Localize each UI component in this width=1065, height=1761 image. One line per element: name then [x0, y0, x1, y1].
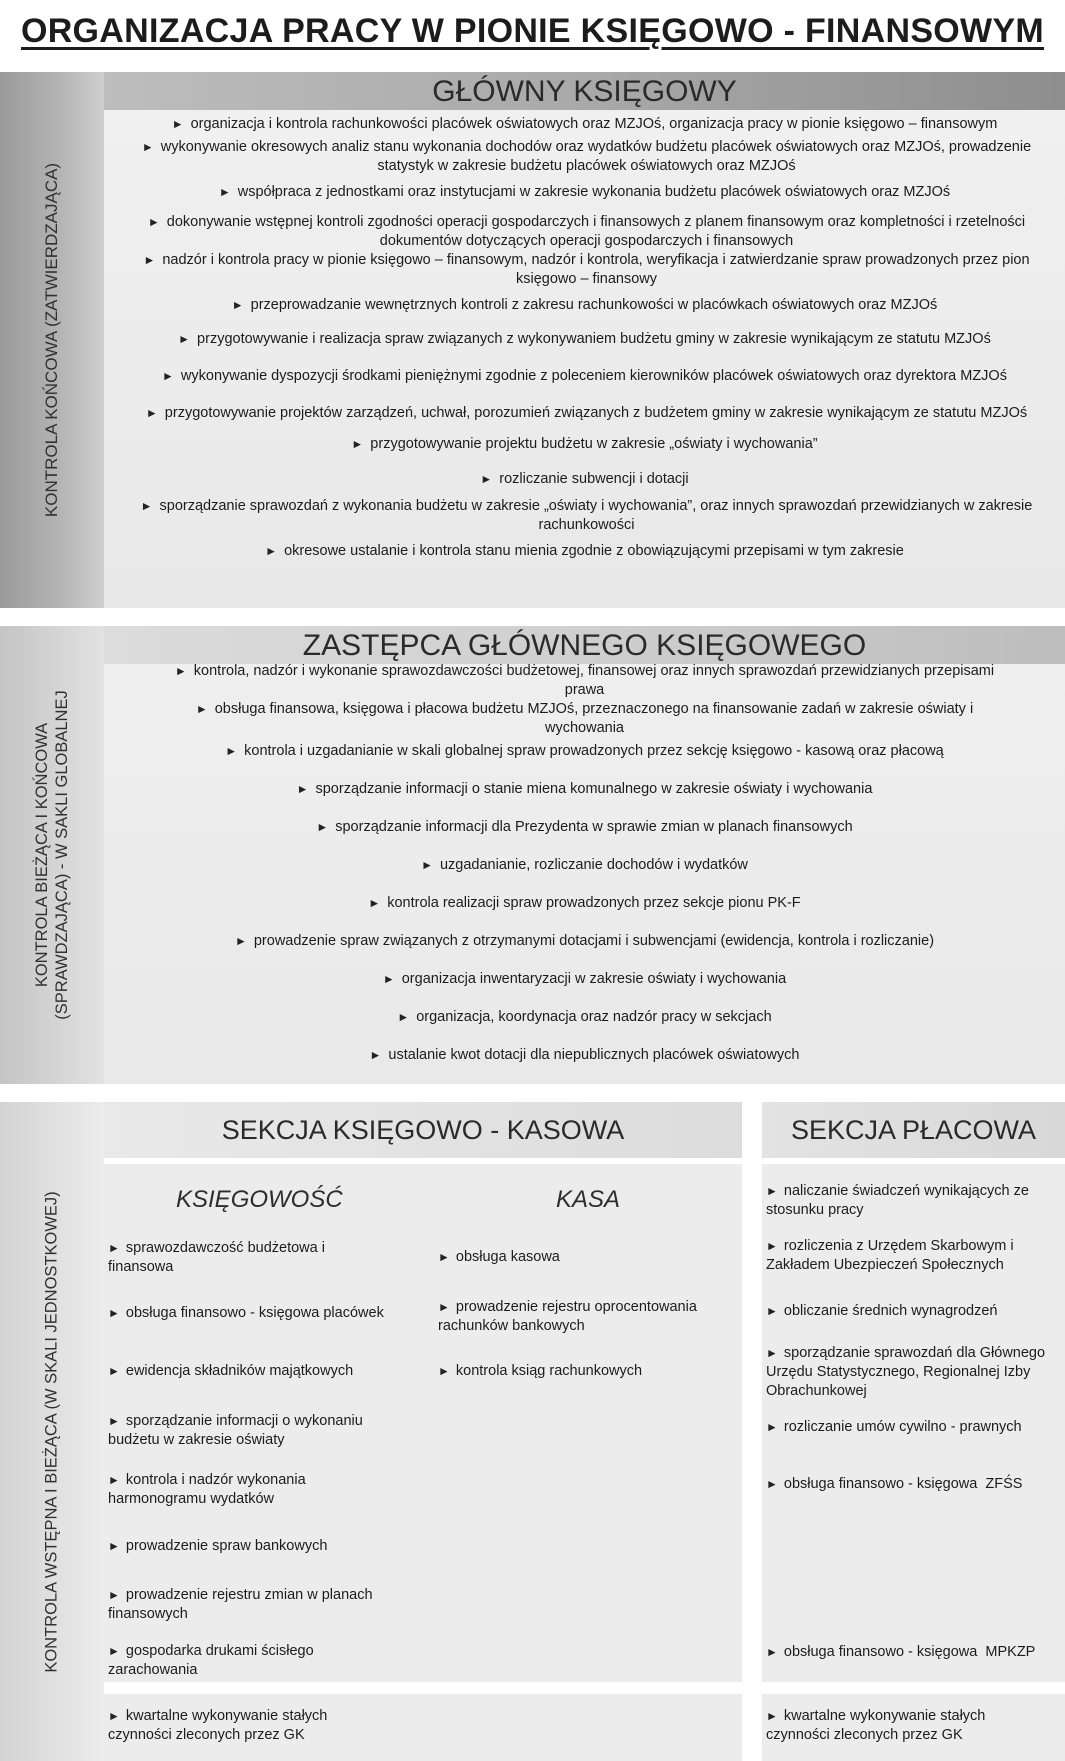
- sekcja-ksiegowo-kasowa-panel: [104, 1164, 742, 1682]
- arrow-icon: ►: [108, 1588, 120, 1602]
- side-label-panel: [0, 72, 104, 608]
- list-item: ► sporządzanie sprawozdań dla Głównego Urzędu Statystycznego, Regionalnej Izby Obrachunkowej: [766, 1345, 1046, 1399]
- arrow-icon: ►: [438, 1300, 450, 1314]
- list-item: ► przygotowywanie i realizacja spraw związanych z wykonywaniem budżetu gminy w zakresie wynikającym ze statutu MZJOś: [178, 331, 991, 347]
- list-item: ► współpraca z jednostkami oraz instytucjami w zakresie wykonania budżetu placówek oświatowych oraz MZJOś: [218, 184, 951, 200]
- list-item: ► rozliczenia z Urzędem Skarbowym i Zakładem Ubezpieczeń Społecznych: [766, 1238, 1014, 1273]
- arrow-icon: ►: [234, 934, 247, 948]
- sekcja-placowa-header: SEKCJA PŁACOWA: [762, 1102, 1065, 1158]
- list-item: ► kontrola ksiąg rachunkowych: [438, 1363, 643, 1379]
- list-item: ► obsługa finansowo - księgowa ZFŚS: [766, 1476, 1023, 1492]
- arrow-icon: ►: [108, 1414, 120, 1428]
- arrow-icon: ►: [368, 896, 381, 910]
- arrow-icon: ►: [480, 472, 493, 486]
- arrow-icon: ►: [108, 1241, 120, 1255]
- arrow-icon: ►: [141, 140, 154, 154]
- list-item: ► kontrola, nadzór i wykonanie sprawozdawczości budżetowej, finansowej oraz innych sprawozdań przewidzianych przepisami prawa: [174, 663, 995, 698]
- arrow-icon: ►: [108, 1473, 120, 1487]
- list-item: ► naliczanie świadczeń wynikających ze stosunku pracy: [766, 1183, 1029, 1218]
- arrow-icon: ►: [174, 664, 187, 678]
- list-item: ► prowadzenie spraw bankowych: [108, 1538, 328, 1554]
- arrow-icon: ►: [766, 1304, 778, 1318]
- section-sekcje: [0, 1102, 1065, 1761]
- section-header-bar: [104, 626, 1065, 664]
- duties-list: [104, 664, 1065, 1084]
- list-item: ► prowadzenie rejestru oprocentowania rachunków bankowych: [438, 1299, 697, 1334]
- list-item: ► sporządzanie informacji dla Prezydenta w sprawie zmian w planach finansowych: [316, 819, 853, 835]
- side-label: KONTROLA KOŃCOWA (ZATWIERDZAJĄCA): [42, 162, 61, 518]
- arrow-icon: ►: [143, 253, 156, 267]
- list-item: ► wykonywanie okresowych analiz stanu wykonania dochodów oraz wydatków budżetu placówek oświatowych oraz MZJOś, prowadzenie statystyk w zakresie budżetu placówek oświatowych oraz MZJOś: [141, 139, 1032, 174]
- ksiegowosc-title: KSIĘGOWOŚĆ: [176, 1186, 343, 1213]
- section-header: ZASTĘPCA GŁÓWNEGO KSIĘGOWEGO: [302, 629, 867, 662]
- list-item: ► wykonywanie dyspozycji środkami pieniężnymi zgodnie z poleceniem kierowników placówek oświatowych oraz dyrektora MZJOś: [162, 368, 1007, 384]
- arrow-icon: ►: [108, 1709, 120, 1723]
- arrow-icon: ►: [421, 858, 433, 872]
- arrow-icon: ►: [225, 744, 238, 758]
- list-item: ► rozliczanie umów cywilno - prawnych: [766, 1419, 1022, 1435]
- arrow-icon: ►: [218, 185, 231, 199]
- list-item: ► sporządzanie informacji o stanie miena komunalnego w zakresie oświaty i wychowania: [296, 781, 873, 797]
- section-header: GŁÓWNY KSIĘGOWY: [432, 75, 737, 108]
- list-item: ► rozliczanie subwencji i dotacji: [480, 471, 689, 487]
- side-label-panel: [0, 1102, 104, 1761]
- list-item: ► kwartalne wykonywanie stałych czynności zleconych przez GK: [108, 1708, 328, 1743]
- arrow-icon: ►: [108, 1306, 120, 1320]
- arrow-icon: ►: [108, 1364, 120, 1378]
- list-item: ► kontrola i uzgadanianie w skali globalnej spraw prowadzonych przez sekcję księgowo - kasową oraz płacową: [225, 743, 944, 759]
- arrow-icon: ►: [438, 1250, 450, 1264]
- arrow-icon: ►: [140, 499, 153, 513]
- list-item: ► nadzór i kontrola pracy w pionie księgowo – finansowym, nadzór i kontrola, weryfikacja i zatwierdzanie spraw prowadzonych przez pion księgowo – finansowy: [143, 252, 1030, 287]
- arrow-icon: ►: [397, 1010, 410, 1024]
- side-label: KONTROLA BIEŻĄCA I KOŃCOWA (SPRAWDZAJĄCA) - W SAKLI GLOBALNEJ: [33, 690, 71, 1020]
- arrow-icon: ►: [382, 972, 395, 986]
- list-item: ► obsługa kasowa: [438, 1249, 560, 1265]
- arrow-icon: ►: [766, 1184, 778, 1198]
- sekcja-ksiegowo-kasowa-header: SEKCJA KSIĘGOWO - KASOWA: [104, 1102, 742, 1158]
- arrow-icon: ►: [178, 332, 191, 346]
- list-item: ► sporządzanie informacji o wykonaniu budżetu w zakresie oświaty: [108, 1413, 363, 1448]
- list-item: ► uzgadanianie, rozliczanie dochodów i wydatków: [421, 857, 748, 873]
- sekcja-placowa-panel: [762, 1164, 1065, 1682]
- arrow-icon: ►: [369, 1048, 382, 1062]
- page-title: ORGANIZACJA PRACY W PIONIE KSIĘGOWO - FINANSOWYM: [20, 12, 1045, 50]
- list-item: ► kwartalne wykonywanie stałych czynności zleconych przez GK: [766, 1708, 986, 1743]
- arrow-icon: ►: [351, 437, 364, 451]
- list-item: ► przygotowywanie projektów zarządzeń, uchwał, porozumień związanych z budżetem gminy w zakresie wynikającym ze statutu MZJOś: [145, 405, 1028, 421]
- arrow-icon: ►: [766, 1420, 778, 1434]
- arrow-icon: ►: [766, 1645, 778, 1659]
- list-item: ► kontrola realizacji spraw prowadzonych przez sekcje pionu PK-F: [368, 895, 801, 911]
- kasa-title: KASA: [556, 1186, 621, 1213]
- list-item: ► ewidencja składników majątkowych: [108, 1363, 354, 1379]
- arrow-icon: ►: [766, 1709, 778, 1723]
- arrow-icon: ►: [766, 1239, 778, 1253]
- arrow-icon: ►: [316, 820, 329, 834]
- list-item: ► obsługa finansowo - księgowa placówek: [108, 1305, 384, 1321]
- list-item: ► obsługa finansowa, księgowa i płacowa budżetu MZJOś, przeznaczonego na finansowanie zadań w zakresie oświaty i wychowania: [195, 701, 974, 736]
- arrow-icon: ►: [195, 702, 208, 716]
- list-item: ► okresowe ustalanie i kontrola stanu mienia zgodnie z obowiązującymi przepisami w tym zakresie: [265, 543, 904, 559]
- list-item: ► gospodarka drukami ścisłego zarachowania: [108, 1643, 314, 1678]
- section-glowny-ksiegowy: [0, 72, 1065, 608]
- list-item: ► organizacja i kontrola rachunkowości placówek oświatowych oraz MZJOś, organizacja pracy w pionie księgowo – finansowym: [171, 116, 998, 132]
- arrow-icon: ►: [766, 1346, 778, 1360]
- arrow-icon: ►: [438, 1364, 450, 1378]
- arrow-icon: ►: [766, 1477, 778, 1491]
- arrow-icon: ►: [108, 1539, 120, 1553]
- sekcja-ksiegowo-kasowa-footer: [104, 1694, 742, 1761]
- side-label: KONTROLA WSTĘPNA I BIEŻĄCA (W SKALI JEDNOSTKOWEJ): [42, 1190, 61, 1673]
- arrow-icon: ►: [145, 406, 158, 420]
- arrow-icon: ►: [296, 782, 309, 796]
- arrow-icon: ►: [108, 1644, 120, 1658]
- list-item: ► organizacja inwentaryzacji w zakresie oświaty i wychowania: [382, 971, 787, 987]
- list-item: ► przygotowywanie projektu budżetu w zakresie „oświaty i wychowania”: [351, 436, 818, 452]
- side-label-panel: [0, 626, 104, 1084]
- duties-list: [104, 110, 1065, 608]
- list-item: ► sporządzanie sprawozdań z wykonania budżetu w zakresie „oświaty i wychowania”, oraz innych sprawozdań przewidzianych w zakresie rachunkowości: [140, 498, 1033, 533]
- list-item: ► ustalanie kwot dotacji dla niepublicznych placówek oświatowych: [369, 1047, 800, 1063]
- section-zastepca-glownego-ksiegowego: [0, 626, 1065, 1084]
- arrow-icon: ►: [231, 298, 244, 312]
- list-item: ► kontrola i nadzór wykonania harmonogramu wydatków: [108, 1472, 306, 1507]
- list-item: ► obliczanie średnich wynagrodzeń: [766, 1303, 998, 1319]
- sekcja-placowa-footer: [762, 1694, 1065, 1761]
- arrow-icon: ►: [265, 544, 278, 558]
- section-header-bar: [104, 72, 1065, 110]
- list-item: ► prowadzenie spraw związanych z otrzymanymi dotacjami i subwencjami (ewidencja, kontrola i rozliczanie): [234, 933, 935, 949]
- arrow-icon: ►: [162, 369, 174, 383]
- list-item: ► przeprowadzanie wewnętrznych kontroli z zakresu rachunkowości w placówkach oświatowych oraz MZJOś: [231, 297, 938, 313]
- list-item: ► organizacja, koordynacja oraz nadzór pracy w sekcjach: [397, 1009, 772, 1025]
- arrow-icon: ►: [147, 215, 160, 229]
- list-item: ► prowadzenie rejestru zmian w planach finansowych: [108, 1587, 373, 1622]
- list-item: ► obsługa finansowo - księgowa MPKZP: [766, 1644, 1036, 1660]
- arrow-icon: ►: [171, 117, 184, 131]
- list-item: ► sprawozdawczość budżetowa i finansowa: [108, 1240, 325, 1275]
- list-item: ► dokonywanie wstępnej kontroli zgodności operacji gospodarczych i finansowych z planem finansowym oraz kompletności i rzetelności dokumentów dotyczących operacji gospodarczych i finansowych: [147, 214, 1026, 249]
